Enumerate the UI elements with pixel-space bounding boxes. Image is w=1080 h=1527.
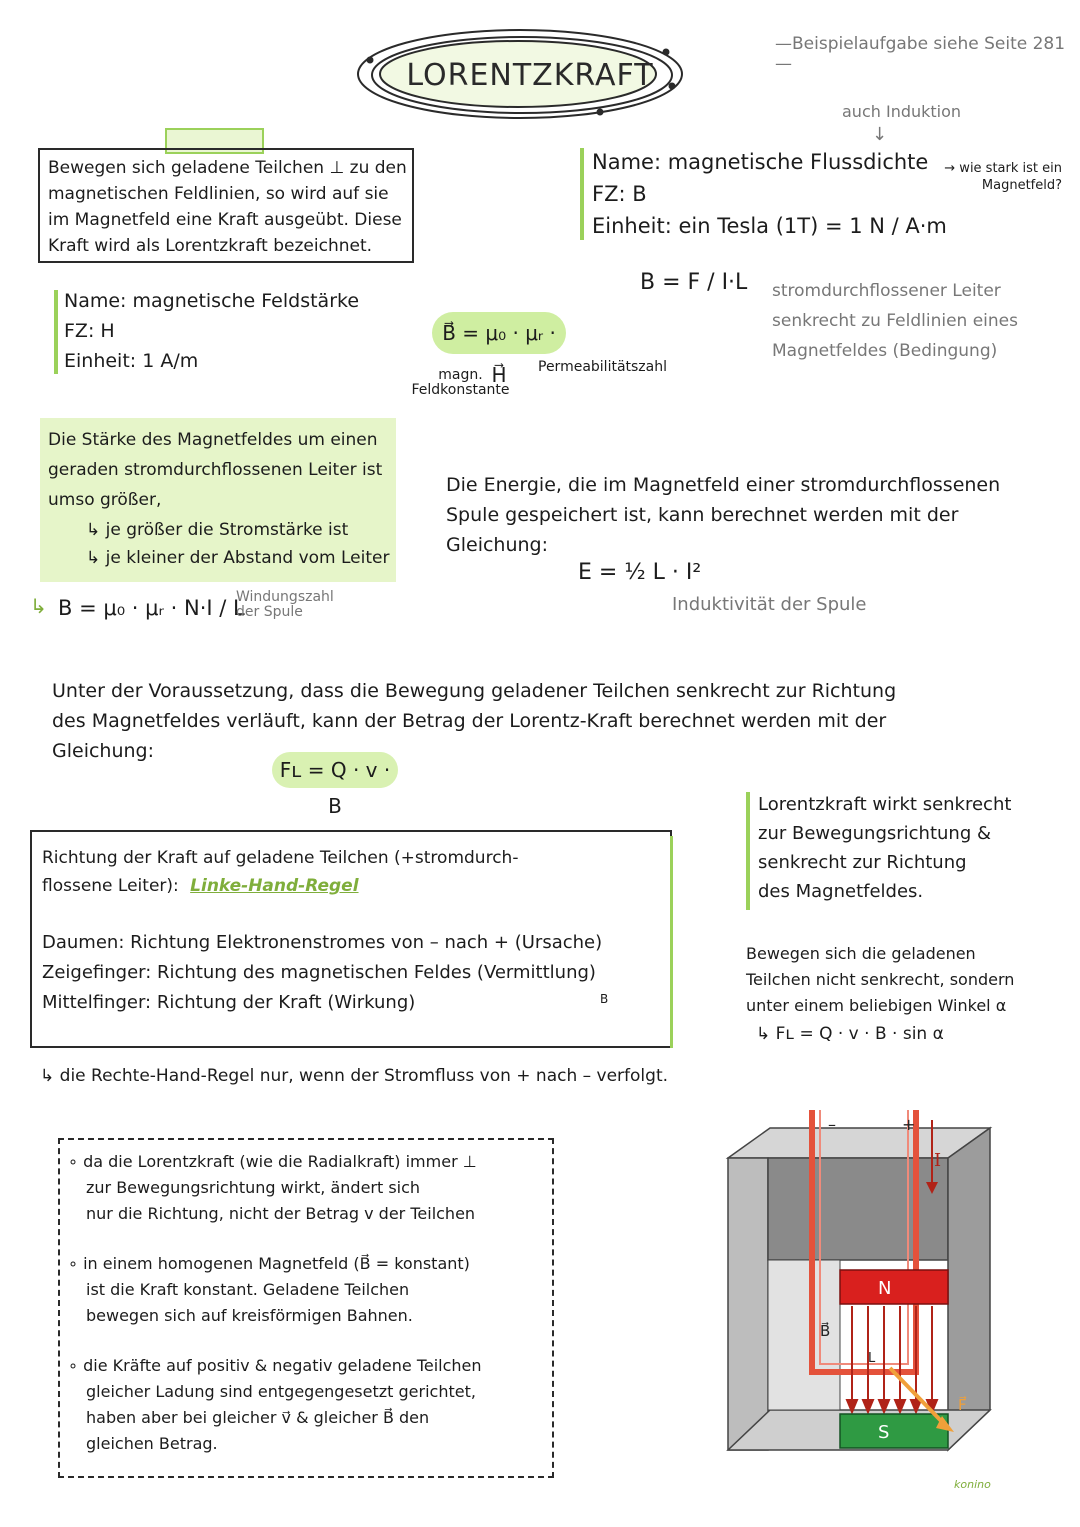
rule-b-mark: B: [600, 992, 609, 1006]
diagram-minus: –: [828, 1115, 836, 1134]
flux-bar: [580, 148, 584, 240]
angle-block: [746, 944, 1056, 1064]
relation-formula: B⃗ = μ₀ · μᵣ · H⃗: [432, 312, 566, 354]
definition-line: Bewegen sich geladene Teilchen ⊥ zu den: [48, 158, 407, 178]
direction-bar: [746, 792, 750, 910]
diagram-field: B⃗: [820, 1322, 831, 1340]
diagram-plus: +: [902, 1115, 916, 1134]
angle-line: ↳ Fʟ = Q · v · B · sin α: [756, 1024, 944, 1044]
energy-formula-note: Induktivität der Spule: [672, 594, 867, 615]
fact-line: ∘ in einem homogenen Magnetfeld (B⃗ = konstant): [68, 1254, 470, 1273]
fact-line: zur Bewegungsrichtung wirkt, ändert sich: [86, 1178, 421, 1197]
diagram-current: I: [934, 1150, 942, 1171]
diagram-force: F⃗: [958, 1396, 967, 1414]
energy-formula: E = ½ L · I²: [578, 560, 702, 585]
angle-line: Bewegen sich die geladenen: [746, 944, 976, 963]
flux-formula: B = F / I·L: [640, 270, 748, 295]
conductor-line: umso größer,: [48, 490, 162, 510]
field-strength-symbol: FZ: H: [64, 320, 115, 342]
conductor-line: geraden stromdurchflossenen Leiter ist: [48, 460, 383, 480]
rule-intro-1: Richtung der Kraft auf geladene Teilchen (+stromdurch-: [42, 848, 519, 868]
magnet-diagram: [720, 1110, 1040, 1500]
direction-line: senkrecht zur Richtung: [758, 852, 967, 873]
direction-line: Lorentzkraft wirkt senkrecht: [758, 794, 1012, 815]
definition-box: [38, 148, 414, 263]
field-strength-block: [64, 290, 384, 380]
fact-line: gleichen Betrag.: [86, 1434, 218, 1453]
flux-top-arrow: ↓: [872, 124, 888, 145]
diagram-south: S: [878, 1422, 890, 1443]
yoke-right-side: [948, 1128, 990, 1450]
direction-block: [758, 792, 1058, 914]
field-strength-name: Name: magnetische Feldstärke: [64, 290, 360, 312]
conductor-line: ↳ je kleiner der Abstand vom Leiter: [86, 548, 390, 568]
rule-intro-2: flossene Leiter):: [42, 876, 179, 896]
rule-intro-2-wrap: [42, 876, 359, 896]
right-hand-note: ↳ die Rechte-Hand-Regel nur, wenn der Stromfluss von + nach – verfolgt.: [40, 1066, 669, 1086]
flux-formula-note: stromdurchflossener Leiter senkrecht zu Feldlinien eines Magnetfeldes (Bedingung): [772, 281, 1018, 361]
rule-name: Linke-Hand-Regel: [190, 876, 359, 896]
flux-unit: Einheit: ein Tesla (1T) = 1 N / A·m: [592, 214, 947, 238]
left-hand-rule-box: [30, 830, 672, 1048]
fact-line: bewegen sich auf kreisförmigen Bahnen.: [86, 1306, 413, 1325]
rule-index: Zeigefinger: Richtung des magnetischen Feldes (Vermittlung): [42, 962, 596, 983]
diagram-north: N: [878, 1278, 892, 1299]
direction-line: zur Bewegungsrichtung &: [758, 823, 992, 844]
lorentz-line: Unter der Voraussetzung, dass die Bewegung geladener Teilchen senkrecht zur Richtung: [52, 680, 897, 702]
fact-line: ∘ da die Lorentzkraft (wie die Radialkraft) immer ⊥: [68, 1152, 477, 1171]
conductor-line: Die Stärke des Magnetfeldes um einen: [48, 430, 378, 450]
rule-thumb: Daumen: Richtung Elektronenstromes von – nach + (Ursache): [42, 932, 603, 953]
facts-box: [58, 1138, 554, 1478]
definition-line: magnetischen Feldlinien, so wird auf sie: [48, 184, 389, 204]
field-strength-unit: Einheit: 1 A/m: [64, 350, 199, 372]
flux-symbol: FZ: B: [592, 182, 647, 206]
conductor-formula-note: Windungszahl der Spule: [236, 589, 334, 620]
field-lines: [847, 1306, 937, 1412]
direction-line: des Magnetfeldes.: [758, 881, 924, 902]
fact-line: nur die Richtung, nicht der Betrag v der Teilchen: [86, 1204, 476, 1223]
diagram-length: L: [868, 1351, 876, 1366]
conductor-formula: B = μ₀ · μᵣ · N·I / L: [58, 596, 245, 620]
energy-line: Spule gespeichert ist, kann berechnet werden mit der: [446, 504, 959, 526]
flux-name: Name: magnetische Flussdichte: [592, 150, 929, 174]
rule-box-accent: [670, 836, 673, 1048]
relation-label-right: Permeabilitätszahl: [538, 359, 667, 375]
definition-line: Kraft wird als Lorentzkraft bezeichnet.: [48, 236, 373, 256]
fact-line: haben aber bei gleicher v⃗ & gleicher B⃗ den: [86, 1408, 430, 1427]
flux-top-note: auch Induktion: [842, 102, 962, 121]
flux-name-note: → wie stark ist ein Magnetfeld?: [944, 161, 1062, 193]
fact-line: ∘ die Kräfte auf positiv & negativ geladene Teilchen: [68, 1356, 482, 1375]
energy-block: [446, 474, 1056, 574]
energy-line: Die Energie, die im Magnetfeld einer stromdurchflossenen: [446, 474, 1001, 496]
yoke-top: [728, 1128, 990, 1158]
reference-note: —Beispielaufgabe siehe Seite 281—: [775, 34, 1066, 74]
rule-middle: Mittelfinger: Richtung der Kraft (Wirkung): [42, 992, 416, 1013]
lorentz-line: Gleichung:: [52, 740, 155, 762]
south-pole: [840, 1414, 948, 1448]
fact-line: gleicher Ladung sind entgegengesetzt gerichtet,: [86, 1382, 476, 1401]
angle-line: Teilchen nicht senkrecht, sondern: [746, 970, 1015, 989]
fact-line: ist die Kraft konstant. Geladene Teilchen: [86, 1280, 410, 1299]
straight-conductor-box: [40, 418, 396, 582]
angle-line: unter einem beliebigen Winkel α: [746, 996, 1007, 1015]
lorentz-formula: Fʟ = Q · v · B: [272, 752, 398, 788]
lorentz-block: [52, 680, 1012, 760]
signature: konino: [954, 1478, 991, 1491]
yoke-inner: [768, 1158, 948, 1260]
conductor-line: ↳ je größer die Stromstärke ist: [86, 520, 349, 540]
field-strength-bar: [54, 290, 58, 374]
energy-line: Gleichung:: [446, 534, 549, 556]
definition-line: im Magnetfeld eine Kraft ausgeübt. Diese: [48, 210, 402, 230]
conductor-arrow: ↳: [30, 594, 47, 618]
yoke-front: [728, 1158, 768, 1450]
north-pole: [840, 1270, 948, 1304]
lorentz-line: des Magnetfeldes verläuft, kann der Betrag der Lorentz-Kraft berechnet werden mit der: [52, 710, 887, 732]
page-title: LORENTZKRAFT: [406, 58, 654, 93]
relation-label-left: magn. Feldkonstante: [411, 367, 510, 398]
